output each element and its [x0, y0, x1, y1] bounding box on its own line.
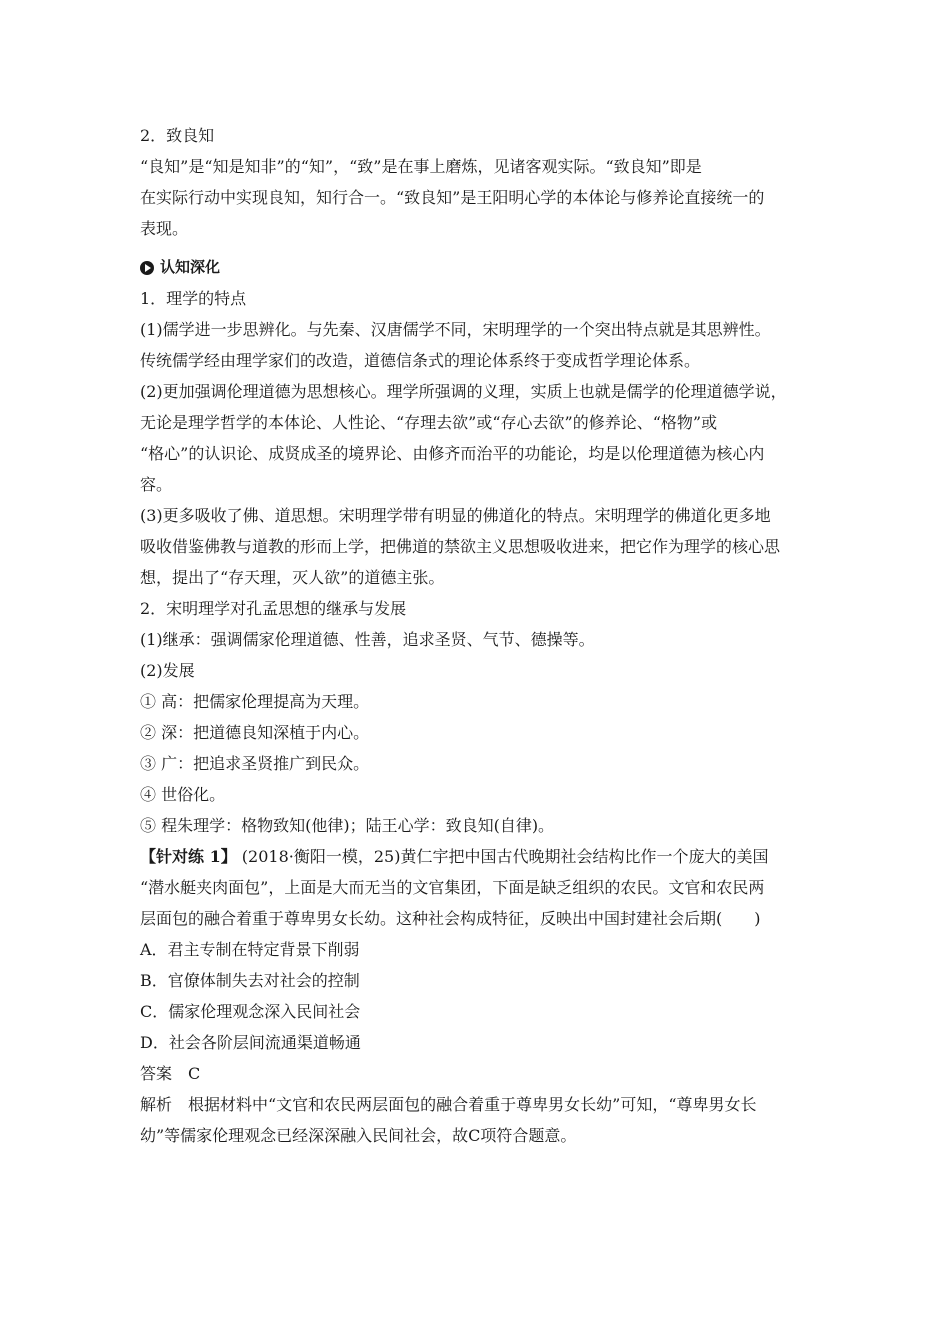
point1-line: 吸收借鉴佛教与道教的形而上学，把佛道的禁欲主义思想吸收进来，把它作为理学的核心思	[140, 537, 781, 556]
point1-heading: 1．理学的特点	[140, 289, 247, 308]
zhiliangzhi-line: 表现。	[140, 219, 189, 238]
point2-line: ⑤ 程朱理学：格物致知(他律)；陆王心学：致良知(自律)。	[140, 816, 555, 835]
section-heading-deepening	[140, 252, 820, 283]
point1-line: “格心”的认识论、成贤成圣的境界论、由修齐而治平的功能论，均是以伦理道德为核心内	[140, 444, 765, 463]
point2-line: ④ 世俗化。	[140, 785, 226, 804]
zhiliangzhi-line: 在实际行动中实现良知，知行合一。“致良知”是王阳明心学的本体论与修养论直接统一的	[140, 188, 765, 207]
zhiliangzhi-line: “良知”是“知是知非”的“知”，“致”是在事上磨炼，见诸客观实际。“致良知”即是	[140, 157, 702, 176]
analysis-line: 解析 根据材料中“文官和农民两层面包的融合着重于尊卑男女长幼”可知，“尊卑男女长	[140, 1095, 757, 1114]
exercise-question-line: 层面包的融合着重于尊卑男女长幼。这种社会构成特征，反映出中国封建社会后期( )	[140, 909, 761, 928]
point2-line: ② 深：把道德良知深植于内心。	[140, 723, 370, 742]
point2-line: (2)发展	[140, 661, 195, 680]
point2-line: ① 高：把儒家伦理提高为天理。	[140, 692, 370, 711]
point2-line: ③ 广：把追求圣贤推广到民众。	[140, 754, 370, 773]
point1-line: 容。	[140, 475, 173, 494]
point1-line: 无论是理学哲学的本体论、人性论、“存理去欲”或“存心去欲”的修养论、“格物”或	[140, 413, 718, 432]
point1-line: (3)更多吸收了佛、道思想。宋明理学带有明显的佛道化的特点。宋明理学的佛道化更多地	[140, 506, 771, 525]
answer: 答案 C	[140, 1064, 201, 1083]
point2-line: (1)继承：强调儒家伦理道德、性善，追求圣贤、气节、德操等。	[140, 630, 595, 649]
exercise-source: (2018·衡阳一模，25)黄仁宇把中国古代晚期社会结构比作一个庞大的美国	[236, 847, 769, 866]
play-circle-icon	[140, 261, 154, 275]
point1-line: 传统儒学经由理学家们的改造，道德信条式的理论体系终于变成哲学理论体系。	[140, 351, 701, 370]
point2-heading: 2．宋明理学对孔孟思想的继承与发展	[140, 599, 407, 618]
option-b: B．官僚体制失去对社会的控制	[140, 971, 360, 990]
exercise-question-line: “潜水艇夹肉面包”，上面是大而无当的文官集团，下面是缺乏组织的农民。文官和农民两	[140, 878, 765, 897]
option-a: A．君主专制在特定背景下削弱	[140, 940, 360, 959]
option-d: D．社会各阶层间流通渠道畅通	[140, 1033, 361, 1052]
zhiliangzhi-heading: 2．致良知	[140, 126, 215, 145]
option-c: C．儒家伦理观念深入民间社会	[140, 1002, 361, 1021]
analysis-line: 幼”等儒家伦理观念已经深深融入民间社会，故C项符合题意。	[140, 1126, 577, 1145]
point1-line: (1)儒学进一步思辨化。与先秦、汉唐儒学不同，宋明理学的一个突出特点就是其思辨性。	[140, 320, 771, 339]
document-page	[140, 120, 820, 1151]
section-title: 认知深化	[160, 258, 221, 276]
point1-line: 想，提出了“存天理，灭人欲”的道德主张。	[140, 568, 445, 587]
point1-line: (2)更加强调伦理道德为思想核心。理学所强调的义理，实质上也就是儒学的伦理道德学说，	[140, 382, 787, 401]
exercise-label: 【针对练 1】	[140, 847, 237, 866]
exercise-question-line	[140, 841, 820, 872]
